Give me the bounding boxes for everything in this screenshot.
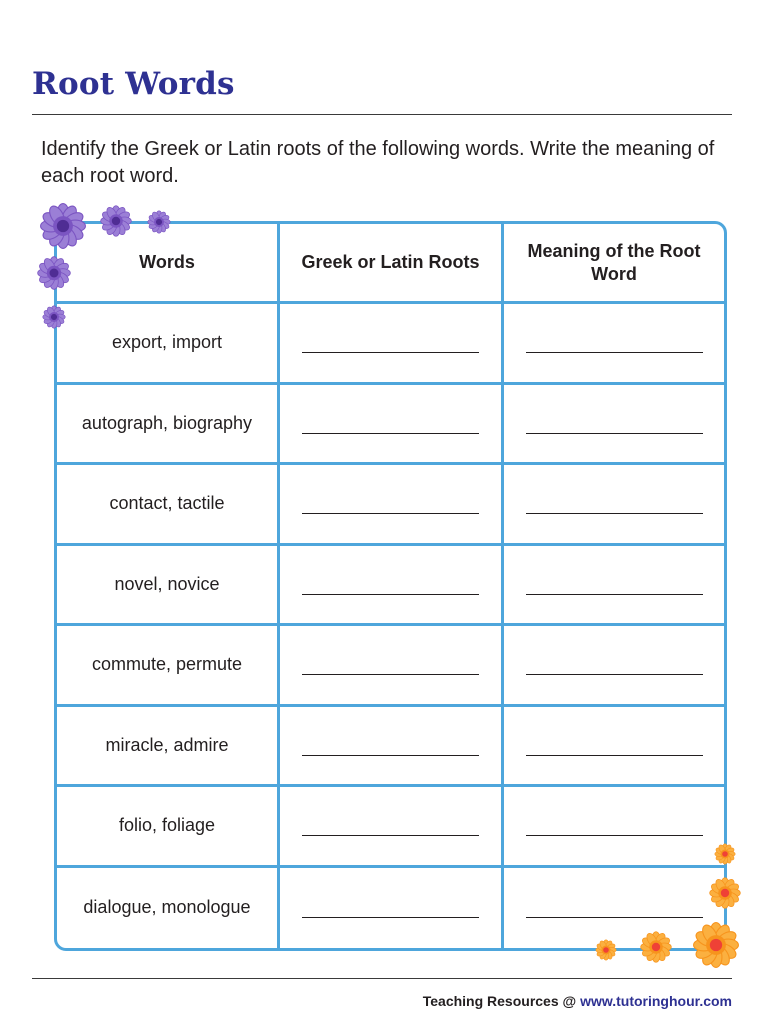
instructions: Identify the Greek or Latin roots of the following words. Write the meaning of each root word. xyxy=(41,138,715,187)
header-meaning: Meaning of the Root Word xyxy=(504,224,724,304)
purple-flower-icon xyxy=(36,255,72,291)
answer-line xyxy=(526,755,703,756)
meaning-answer-cell[interactable] xyxy=(504,787,724,868)
meaning-answer-cell[interactable] xyxy=(504,304,724,385)
title-divider xyxy=(32,114,732,115)
meaning-answer-cell[interactable] xyxy=(504,626,724,707)
roots-answer-cell[interactable] xyxy=(280,626,504,707)
answer-line xyxy=(526,433,703,434)
answer-line xyxy=(526,352,703,353)
orange-flower-icon xyxy=(594,938,618,962)
answer-line xyxy=(302,674,479,675)
answer-line xyxy=(302,352,479,353)
footer-label: Teaching Resources @ xyxy=(422,993,577,1009)
meaning-answer-cell[interactable] xyxy=(504,868,724,949)
roots-answer-cell[interactable] xyxy=(280,304,504,385)
meaning-answer-cell[interactable] xyxy=(504,385,724,466)
answer-line xyxy=(526,513,703,514)
orange-flower-icon xyxy=(692,921,740,969)
meaning-answer-cell[interactable] xyxy=(504,707,724,788)
word-cell: novel, novice xyxy=(57,546,280,627)
answer-line xyxy=(302,594,479,595)
answer-line xyxy=(302,433,479,434)
purple-flower-icon xyxy=(39,202,87,250)
header-words: Words xyxy=(57,224,280,304)
orange-flower-icon xyxy=(713,842,737,866)
header-roots: Greek or Latin Roots xyxy=(280,224,504,304)
answer-line xyxy=(302,513,479,514)
roots-answer-cell[interactable] xyxy=(280,385,504,466)
purple-flower-icon xyxy=(41,304,67,330)
roots-answer-cell[interactable] xyxy=(280,707,504,788)
purple-flower-icon xyxy=(99,204,133,238)
roots-answer-cell[interactable] xyxy=(280,868,504,949)
answer-line xyxy=(526,594,703,595)
answer-line xyxy=(302,835,479,836)
footer-divider xyxy=(32,978,732,979)
word-cell: export, import xyxy=(57,304,280,385)
meaning-answer-cell[interactable] xyxy=(504,546,724,627)
orange-flower-icon xyxy=(708,876,742,910)
answer-line xyxy=(526,917,703,918)
answer-line xyxy=(302,917,479,918)
roots-answer-cell[interactable] xyxy=(280,546,504,627)
footer-url[interactable]: www.tutoringhour.com xyxy=(580,993,732,1009)
orange-flower-icon xyxy=(639,930,673,964)
answer-line xyxy=(526,835,703,836)
answer-line xyxy=(526,674,703,675)
worksheet-table xyxy=(54,221,727,951)
purple-flower-icon xyxy=(146,209,172,235)
roots-answer-cell[interactable] xyxy=(280,787,504,868)
word-cell: commute, permute xyxy=(57,626,280,707)
word-cell: dialogue, monologue xyxy=(57,868,280,949)
answer-line xyxy=(302,755,479,756)
page-title: Root Words xyxy=(32,66,235,102)
meaning-answer-cell[interactable] xyxy=(504,465,724,546)
roots-answer-cell[interactable] xyxy=(280,465,504,546)
word-cell: contact, tactile xyxy=(57,465,280,546)
word-cell: miracle, admire xyxy=(57,707,280,788)
word-cell: autograph, biography xyxy=(57,385,280,466)
word-cell: folio, foliage xyxy=(57,787,280,868)
footer xyxy=(423,993,732,1009)
